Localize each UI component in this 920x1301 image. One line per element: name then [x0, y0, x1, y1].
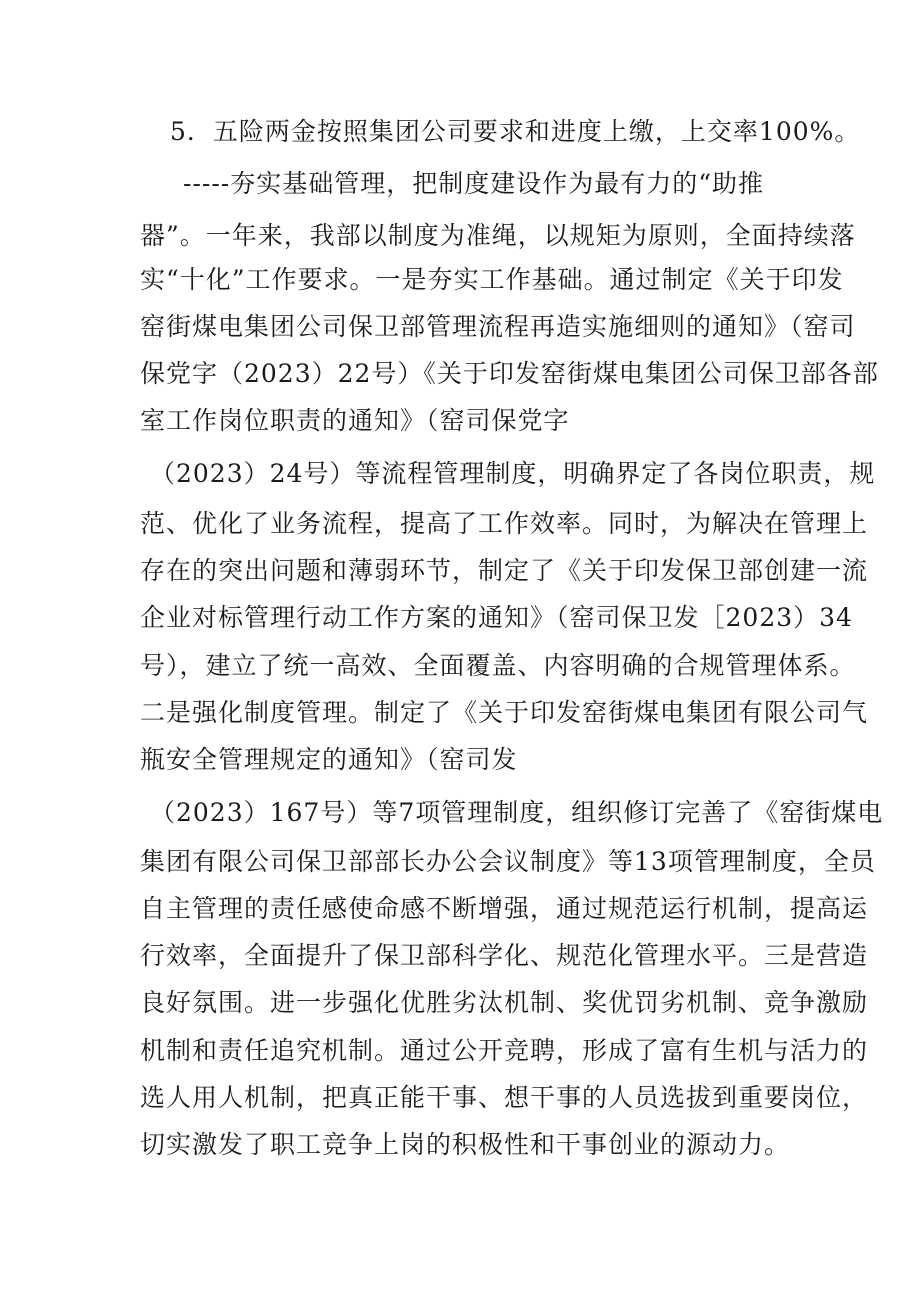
paragraph-line-20: 机制和责任追究机制。通过公开竞聘，形成了富有生机与活力的 [140, 1036, 869, 1065]
paragraph-line-9: 范、优化了业务流程，提高了工作效率。同时，为解决在管理上 [140, 509, 869, 538]
paragraph-line-5: 窑街煤电集团公司保卫部管理流程再造实施细则的通知》（窑司 [140, 312, 856, 341]
paragraph-line-11: 企业对标管理行动工作方案的通知》（窑司保卫发［2023）34 [140, 603, 853, 632]
paragraph-line-19: 良好氛围。进一步强化优胜劣汰机制、奖优罚劣机制、竞争激励 [140, 988, 869, 1017]
paragraph-line-6: 保党字（2023）22号）《关于印发窑街煤电集团公司保卫部各部 [140, 359, 879, 388]
paragraph-line-2: -----夯实基础管理，把制度建设作为最有力的“助推 [183, 169, 765, 198]
paragraph-line-15: （2023）167号）等7项管理制度，组织修订完善了《窑街煤电 [150, 798, 884, 827]
paragraph-line-22: 切实激发了职工竞争上岗的积极性和干事创业的源动力。 [140, 1130, 791, 1159]
paragraph-line-16: 集团有限公司保卫部部长办公会议制度》等13项管理制度，全员 [140, 847, 876, 876]
paragraph-line-21: 选人用人机制，把真正能干事、想干事的人员选拔到重要岗位， [140, 1083, 869, 1112]
paragraph-line-13: 二是强化制度管理。制定了《关于印发窑街煤电集团有限公司气 [140, 698, 869, 727]
paragraph-line-18: 行效率，全面提升了保卫部科学化、规范化管理水平。三是营造 [140, 941, 869, 970]
paragraph-line-10: 存在的突出问题和薄弱环节，制定了《关于印发保卫部创建一流 [140, 556, 869, 585]
paragraph-line-1: 5．五险两金按照集团公司要求和进度上缴，上交率100%。 [170, 117, 861, 146]
paragraph-line-14: 瓶安全管理规定的通知》（窑司发 [140, 745, 518, 774]
paragraph-line-17: 自主管理的责任感使命感不断增强，通过规范运行机制，提高运 [140, 894, 869, 923]
paragraph-line-8: （2023）24号）等流程管理制度，明确界定了各岗位职责，规 [150, 459, 876, 488]
paragraph-line-3: 器”。一年来，我部以制度为准绳，以规矩为原则，全面持续落 [140, 221, 856, 250]
paragraph-line-7: 室工作岗位职责的通知》（窑司保党字 [140, 406, 570, 435]
paragraph-line-12: 号），建立了统一高效、全面覆盖、内容明确的合规管理体系。 [140, 651, 856, 680]
paragraph-line-4: 实“十化”工作要求。一是夯实工作基础。通过制定《关于印发 [140, 265, 844, 294]
